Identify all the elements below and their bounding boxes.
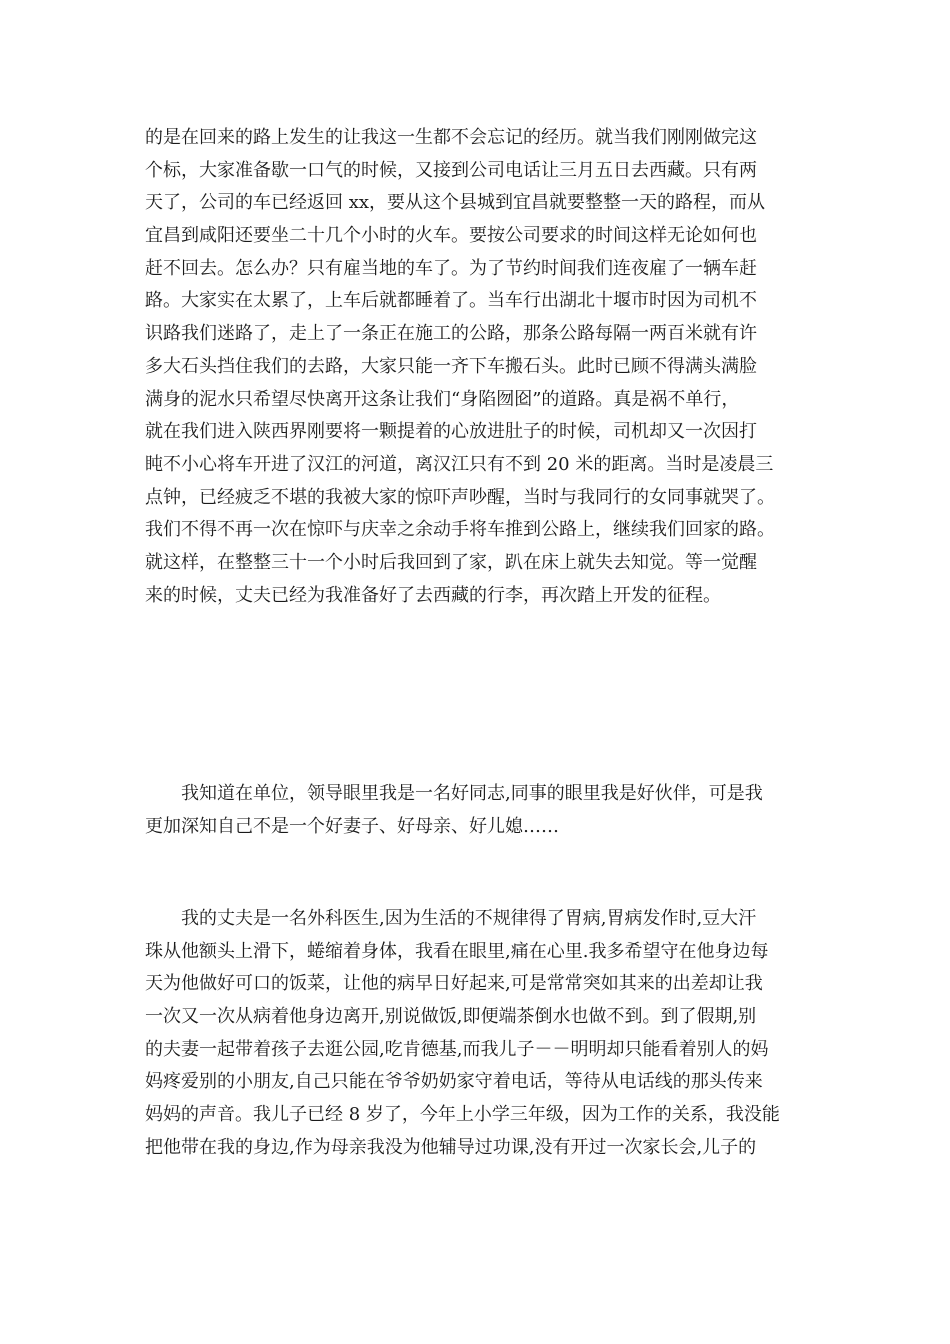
paragraph-line: 赶不回去。怎么办？只有雇当地的车了。为了节约时间我们连夜雇了一辆车赶 — [145, 257, 757, 279]
paragraph-line: 珠从他额头上滑下，蜷缩着身体，我看在眼里,痛在心里.我多希望守在他身边每 — [145, 940, 769, 962]
paragraph-line: 我们不得不再一次在惊吓与庆幸之余动手将车推到公路上，继续我们回家的路。 — [145, 519, 775, 541]
paragraph-line: 点钟，已经疲乏不堪的我被大家的惊吓声吵醒，当时与我同行的女同事就哭了。 — [145, 486, 775, 508]
paragraph-line: 满身的泥水只希望尽快离开这条让我们“身陷囫囵”的道路。真是祸不单行， — [145, 388, 740, 410]
paragraph-line: 个标，大家准备歇一口气的时候，又接到公司电话让三月五日去西藏。只有两 — [145, 159, 757, 181]
paragraph-line: 的夫妻一起带着孩子去逛公园,吃肯德基,而我儿子－－明明却只能看着别人的妈 — [145, 1038, 769, 1060]
paragraph-line: 我的丈夫是一名外科医生,因为生活的不规律得了胃病,胃病发作时,豆大汗 — [181, 908, 757, 929]
paragraph-journey — [145, 122, 810, 612]
paragraph-line: 多大石头挡住我们的去路，大家只能一齐下车搬石头。此时已顾不得满头满脸 — [145, 355, 757, 377]
paragraph-family — [145, 903, 810, 1165]
paragraph-line: 识路我们迷路了，走上了一条正在施工的公路，那条公路每隔一两百米就有许 — [145, 323, 757, 345]
paragraph-line: 的是在回来的路上发生的让我这一生都不会忘记的经历。就当我们刚刚做完这 — [145, 127, 757, 148]
paragraph-line: 一次又一次从病着他身边离开,别说做饭,即便端茶倒水也做不到。到了假期,别 — [145, 1006, 757, 1028]
paragraph-line: 妈疼爱别的小朋友,自己只能在爷爷奶奶家守着电话，等待从电话线的那头传来 — [145, 1071, 763, 1093]
paragraph-line: 宜昌到咸阳还要坐二十几个小时的火车。要按公司要求的时间这样无论如何也 — [145, 225, 757, 247]
paragraph-self-reflection — [145, 778, 810, 843]
paragraph-line: 我知道在单位，领导眼里我是一名好同志,同事的眼里我是好伙伴，可是我 — [181, 783, 763, 804]
paragraph-line: 妈妈的声音。我儿子已经 8 岁了，今年上小学三年级，因为工作的关系，我没能 — [145, 1104, 780, 1126]
paragraph-line: 就这样，在整整三十一个小时后我回到了家，趴在床上就失去知觉。等一觉醒 — [145, 551, 757, 573]
paragraph-line: 天为他做好可口的饭菜，让他的病早日好起来,可是常常突如其来的出差却让我 — [145, 973, 763, 995]
paragraph-line: 就在我们进入陕西界刚要将一颗提着的心放进肚子的时候，司机却又一次因打 — [145, 421, 757, 443]
paragraph-line: 来的时候，丈夫已经为我准备好了去西藏的行李，再次踏上开发的征程。 — [145, 584, 721, 606]
paragraph-line: 路。大家实在太累了，上车后就都睡着了。当车行出湖北十堰市时因为司机不 — [145, 290, 757, 312]
paragraph-line: 天了，公司的车已经返回 xx，要从这个县城到宜昌就要整整一天的路程，而从 — [145, 192, 766, 214]
paragraph-line: 盹不小心将车开进了汉江的河道，离汉江只有不到 20 米的距离。当时是凌晨三 — [145, 453, 774, 475]
paragraph-line: 更加深知自己不是一个好妻子、好母亲、好儿媳…… — [145, 815, 559, 837]
paragraph-line: 把他带在我的身边,作为母亲我没为他辅导过功课,没有开过一次家长会,儿子的 — [145, 1136, 757, 1158]
